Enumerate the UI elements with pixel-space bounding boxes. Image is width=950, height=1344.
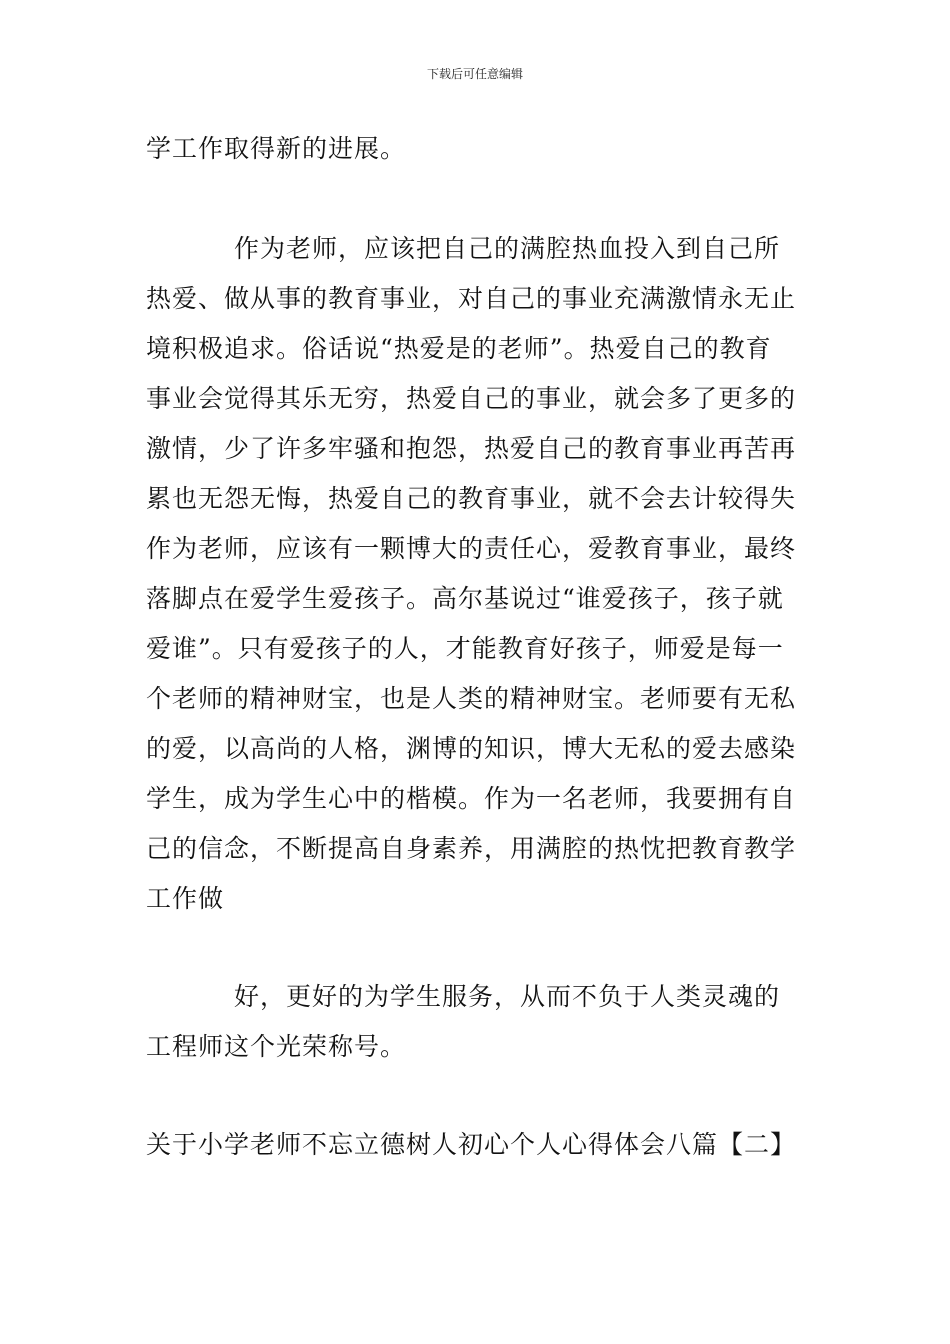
text-line: 学工作取得新的进展。 bbox=[146, 134, 407, 163]
text-line: 学生，成为学生心中的楷模。作为一名老师，我要拥有自 bbox=[146, 784, 797, 813]
text-line: 工作做 bbox=[146, 884, 225, 913]
text-line: 好，更好的为学生服务，从而不负于人类灵魂的 bbox=[234, 982, 781, 1011]
paragraph-continuation bbox=[146, 124, 812, 174]
paragraph-body bbox=[146, 972, 812, 1072]
text-line: 个老师的精神财宝，也是人类的精神财宝。老师要有无私 bbox=[146, 684, 797, 713]
heading-line: 关于小学老师不忘立德树人初心个人心得体会八篇【二】 bbox=[146, 1130, 797, 1159]
text-line: 累也无怨无悔，热爱自己的教育事业，就不会去计较得失 bbox=[146, 484, 797, 513]
text-line: 落脚点在爱学生爱孩子。高尔基说过“谁爱孩子，孩子就 bbox=[146, 584, 784, 613]
page-header: 下载后可任意编辑 bbox=[426, 67, 523, 81]
text-line: 爱谁”。只有爱孩子的人，才能教育好孩子，师爱是每一 bbox=[146, 634, 784, 663]
text-line: 工程师这个光荣称号。 bbox=[146, 1032, 407, 1061]
section-heading bbox=[146, 1120, 812, 1170]
text-line: 境积极追求。俗话说“热爱是的老师”。热爱自己的教育 bbox=[146, 334, 772, 363]
text-line: 激情，少了许多牢骚和抱怨，热爱自己的教育事业再苦再 bbox=[146, 434, 797, 463]
text-line: 己的信念，不断提高自身素养，用满腔的热忱把教育教学 bbox=[146, 834, 797, 863]
text-line: 事业会觉得其乐无穷，热爱自己的事业，就会多了更多的 bbox=[146, 384, 797, 413]
text-line: 热爱、做从事的教育事业，对自己的事业充满激情永无止 bbox=[146, 284, 797, 313]
paragraph-body bbox=[146, 224, 812, 924]
text-line: 的爱，以高尚的人格，渊博的知识，博大无私的爱去感染 bbox=[146, 734, 797, 763]
text-line: 作为老师，应该把自己的满腔热血投入到自己所 bbox=[234, 234, 781, 263]
text-line: 作为老师，应该有一颗博大的责任心，爱教育事业，最终 bbox=[146, 534, 797, 563]
